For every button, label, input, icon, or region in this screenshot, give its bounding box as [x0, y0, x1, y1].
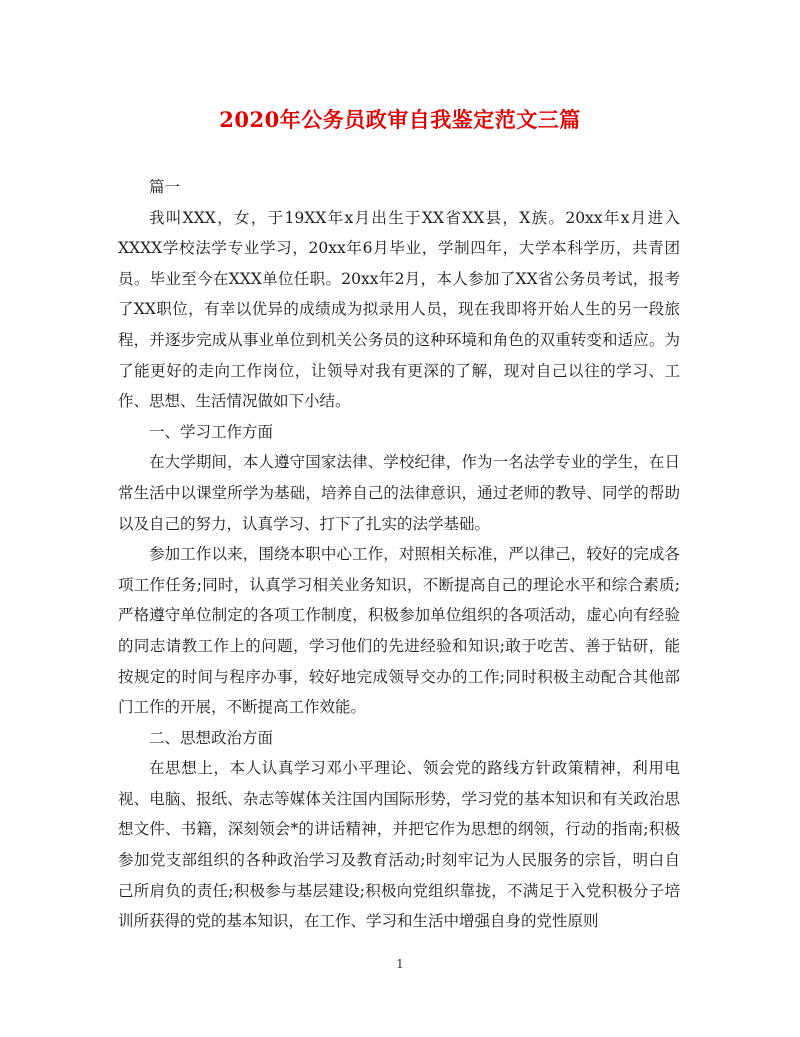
body-paragraph: 在大学期间，本人遵守国家法律、学校纪律，作为一名法学专业的学生，在日常生活中以课堂所学为基础，培养自己的法律意识，通过老师的教导、同学的帮助以及自己的努力，认真学习、打下了扎实的法学基础。: [118, 453, 680, 533]
body-paragraph: 在思想上，本人认真学习邓小平理论、领会党的路线方针政策精神，利用电视、电脑、报纸、杂志等媒体关注国内国际形势，学习党的基本知识和有关政治思想文件、书籍，深刻领会*的讲话精神，并把它作为思想的纲领，行动的指南;积极参加党支部组织的各种政治学习及教育活动;时刻牢记为人民服务的宗旨，明白自己所肩负的责任;积极参与基层建设;积极向党组织靠拢，不满足于入党积极分子培训所获得的党的基本知识，在工作、学习和生活中增强自身的党性原则: [118, 759, 680, 931]
document-title: 2020年公务员政审自我鉴定范文三篇: [219, 107, 581, 132]
section-heading: 二、思想政治方面: [149, 728, 274, 747]
body-paragraph: 我叫XXX，女，于19XX年x月出生于XX省XX县，X族。20xx年x月进入XXXX学校法学专业学习，20xx年6月毕业，学制四年，大学本科学历，共青团员。毕业至今在XXX单位任职。20xx年2月，本人参加了XX省公务员考试，报考了XX职位，有幸以优异的成绩成为拟录用人员，现在我即将开始人生的另一段旅程，并逐步完成从事业单位到机关公务员的这种环境和角色的双重转变和适应。为了能更好的走向工作岗位，让领导对我有更深的了解，现对自己以往的学习、工作、思想、生活情况做如下小结。: [118, 208, 680, 411]
body-paragraph: 参加工作以来，围绕本职中心工作，对照相关标准，严以律己，较好的完成各项工作任务;同时，认真学习相关业务知识，不断提高自己的理论水平和综合素质;严格遵守单位制定的各项工作制度，积极参加单位组织的各项活动，虚心向有经验的同志请教工作上的问题，学习他们的先进经验和知识;敢于吃苦、善于钻研，能按规定的时间与程序办事，较好地完成领导交办的工作;同时积极主动配合其他部门工作的开展，不断提高工作效能。: [118, 545, 680, 717]
document-body: [118, 172, 680, 937]
section-heading: 一、学习工作方面: [149, 422, 274, 441]
section-label: 篇一: [149, 178, 181, 196]
page-number: 1: [396, 957, 404, 971]
